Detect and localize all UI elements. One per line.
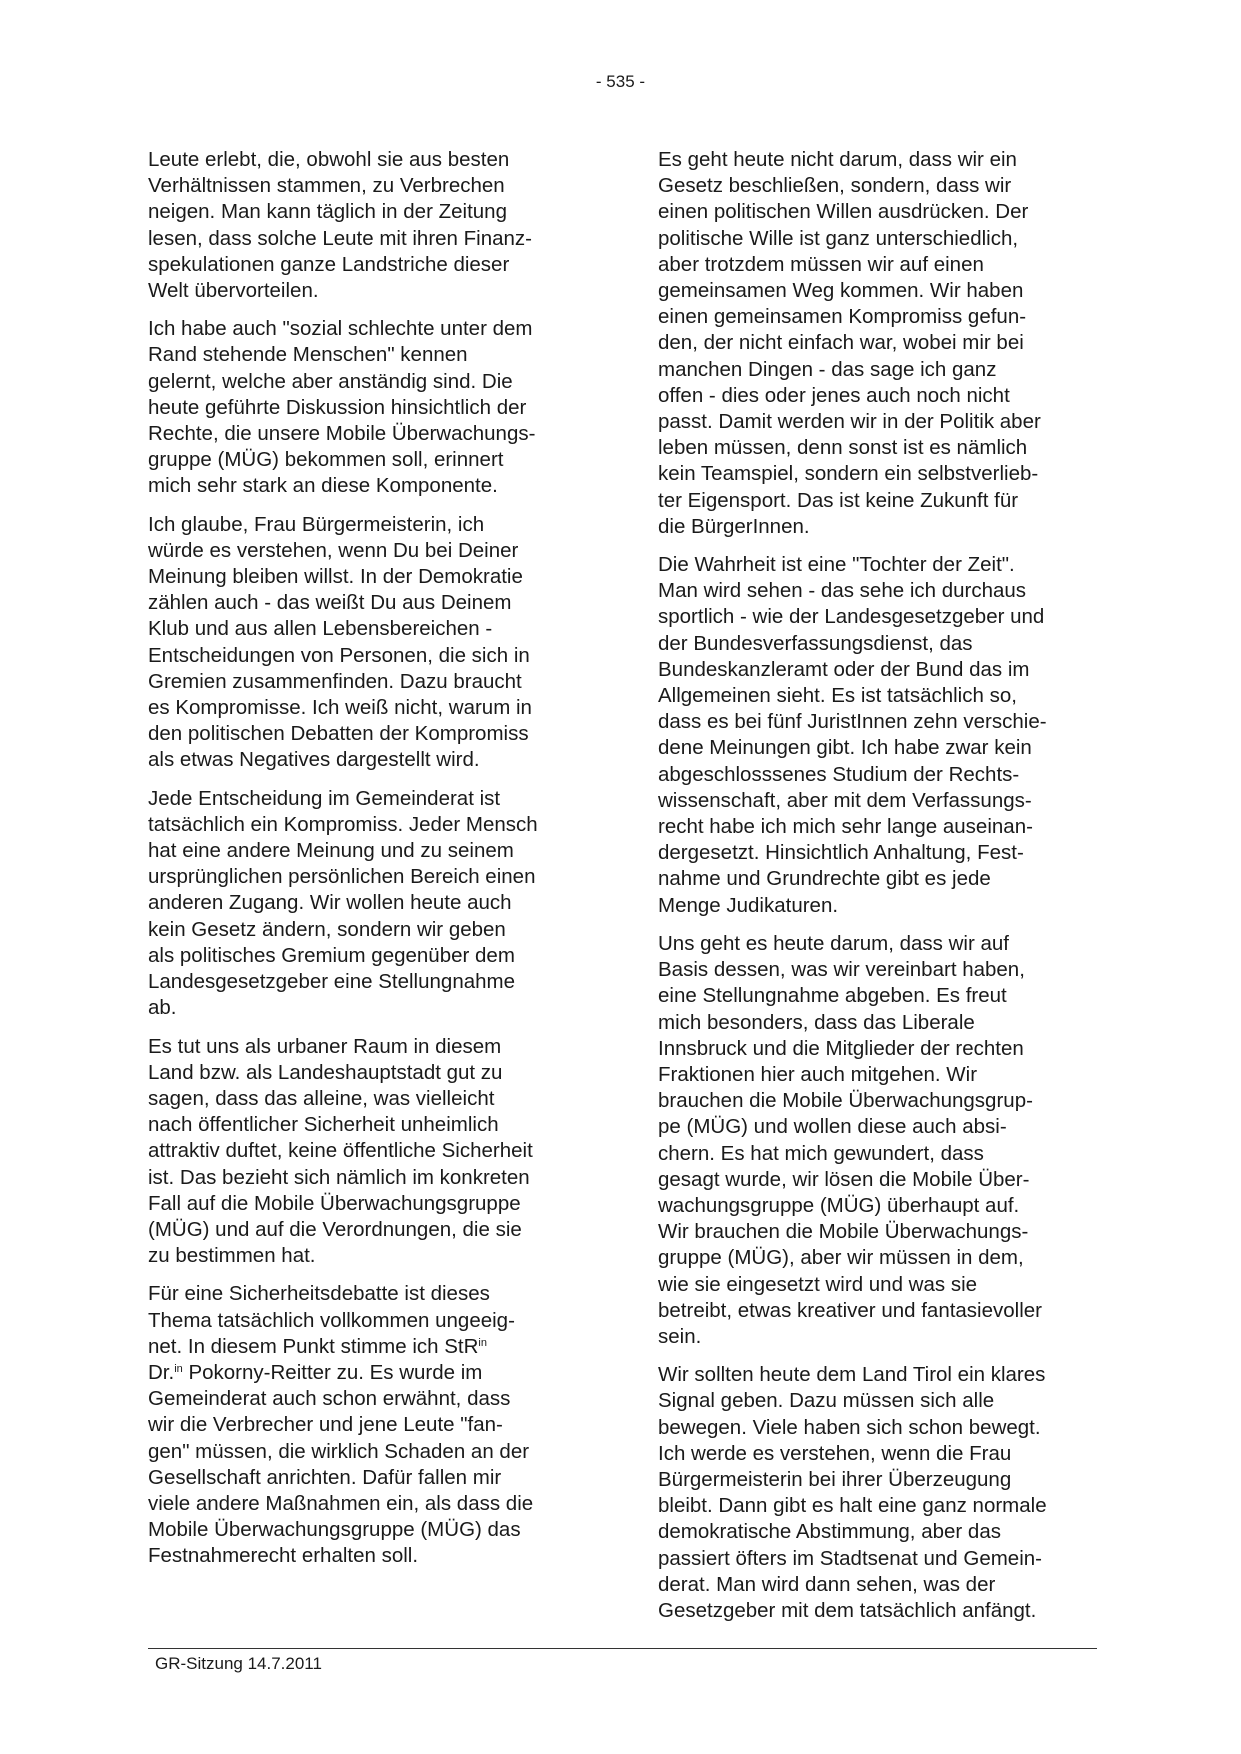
- text-line: derat. Man wird dann sehen, was der: [658, 1572, 996, 1596]
- text-line: als etwas Negatives dargestellt wird.: [148, 748, 480, 772]
- text-line: sportlich - wie der Landesgesetzgeber und: [658, 605, 1045, 629]
- text-segment: Pokorny-Reitter zu. Es wurde im: [182, 1360, 483, 1384]
- text-line: dene Meinungen gibt. Ich habe zwar kein: [658, 736, 1032, 760]
- text-line: Basis dessen, was wir vereinbart haben,: [658, 958, 1025, 982]
- paragraph: [148, 786, 588, 1022]
- text-line: Gesetzgeber mit dem tatsächlich anfängt.: [658, 1598, 1037, 1622]
- text-line: würde es verstehen, wenn Du bei Deiner: [148, 538, 519, 562]
- text-segment: net. In diesem Punkt stimme ich StR: [148, 1334, 479, 1358]
- text-line: Ich werde es verstehen, wenn die Frau: [658, 1441, 1012, 1465]
- footer-session-label: GR-Sitzung 14.7.2011: [155, 1654, 322, 1673]
- text-line: lesen, dass solche Leute mit ihren Finanz-: [148, 226, 533, 250]
- text-line: den politischen Debatten der Kompromiss: [148, 722, 529, 746]
- text-line: ursprünglichen persönlichen Bereich einen: [148, 865, 536, 889]
- paragraph: [658, 1362, 1098, 1624]
- text-line: tatsächlich ein Kompromiss. Jeder Mensch: [148, 812, 538, 836]
- text-line: politische Wille ist ganz unterschiedlich,: [658, 226, 1019, 250]
- text-line: Die Wahrheit ist eine "Tochter der Zeit".: [658, 553, 1015, 577]
- text-line: Festnahmerecht erhalten soll.: [148, 1544, 419, 1568]
- text-line: Allgemeinen sieht. Es ist tatsächlich so,: [658, 684, 1017, 708]
- text-line: Gemeinderat auch schon erwähnt, dass: [148, 1387, 511, 1411]
- text-line: Menge Judikaturen.: [658, 893, 839, 917]
- text-line: viele andere Maßnahmen ein, als dass die: [148, 1491, 534, 1515]
- text-line: [148, 1334, 588, 1360]
- text-line: heute geführte Diskussion hinsichtlich der: [148, 395, 527, 419]
- paragraph: [148, 147, 588, 304]
- text-line: Rand stehende Menschen" kennen: [148, 343, 468, 367]
- text-line: Bundeskanzleramt oder der Bund das im: [658, 657, 1030, 681]
- text-line: Verhältnissen stammen, zu Verbrechen: [148, 174, 505, 198]
- text-line: dergesetzt. Hinsichtlich Anhaltung, Fest-: [658, 841, 1024, 865]
- text-line: chern. Es hat mich gewundert, dass: [658, 1141, 984, 1165]
- text-line: Gesellschaft anrichten. Dafür fallen mir: [148, 1465, 502, 1489]
- text-line: ter Eigensport. Das ist keine Zukunft für: [658, 488, 1019, 512]
- text-line: wissenschaft, aber mit dem Verfassungs-: [658, 788, 1032, 812]
- text-line: als politisches Gremium gegenüber dem: [148, 943, 515, 967]
- text-line: Man wird sehen - das sehe ich durchaus: [658, 579, 1027, 603]
- text-line: Ich habe auch "sozial schlechte unter dem: [148, 317, 533, 341]
- text-line: Landesgesetzgeber eine Stellungnahme: [148, 970, 515, 994]
- text-line: mich besonders, dass das Liberale: [658, 1010, 975, 1034]
- text-line: Wir sollten heute dem Land Tirol ein klares: [658, 1363, 1046, 1387]
- text-line: aber trotzdem müssen wir auf einen: [658, 252, 984, 276]
- text-line: sein.: [658, 1324, 702, 1348]
- text-line: Gesetz beschließen, sondern, dass wir: [658, 174, 1012, 198]
- left-column: [148, 147, 588, 1582]
- text-line: Land bzw. als Landeshauptstadt gut zu: [148, 1060, 503, 1084]
- text-line: manchen Dingen - das sage ich ganz: [658, 357, 997, 381]
- text-line: betreibt, etwas kreativer und fantasievoller: [658, 1298, 1043, 1322]
- text-line: anderen Zugang. Wir wollen heute auch: [148, 891, 512, 915]
- text-line: demokratische Abstimmung, aber das: [658, 1520, 1001, 1544]
- paragraph: [148, 512, 588, 774]
- text-line: [148, 1360, 588, 1386]
- text-line: recht habe ich mich sehr lange auseinan-: [658, 815, 1033, 839]
- footer-divider: [148, 1648, 1097, 1649]
- text-line: Fall auf die Mobile Überwachungsgruppe: [148, 1191, 521, 1215]
- text-line: nach öffentlicher Sicherheit unheimlich: [148, 1113, 499, 1137]
- text-line: hat eine andere Meinung und zu seinem: [148, 839, 514, 863]
- text-line: leben müssen, denn sonst ist es nämlich: [658, 436, 1028, 460]
- text-line: pe (MÜG) und wollen diese auch absi-: [658, 1115, 1007, 1139]
- text-line: gen" müssen, die wirklich Schaden an der: [148, 1439, 530, 1463]
- page-number: - 535 -: [595, 72, 646, 91]
- text-line: gesagt wurde, wir lösen die Mobile Über-: [658, 1167, 1030, 1191]
- text-line: Jede Entscheidung im Gemeinderat ist: [148, 786, 501, 810]
- text-line: wie sie eingesetzt wird und was sie: [658, 1272, 978, 1296]
- text-line: brauchen die Mobile Überwachungsgrup-: [658, 1089, 1033, 1113]
- text-line: Für eine Sicherheitsdebatte ist dieses: [148, 1282, 490, 1306]
- paragraph: [658, 147, 1098, 540]
- text-line: passt. Damit werden wir in der Politik aber: [658, 410, 1041, 434]
- text-line: gemeinsamen Weg kommen. Wir haben: [658, 279, 1024, 303]
- text-line: zu bestimmen hat.: [148, 1244, 316, 1268]
- text-line: kein Teamspiel, sondern ein selbstverlieb-: [658, 462, 1039, 486]
- text-line: gruppe (MÜG), aber wir müssen in dem,: [658, 1246, 1024, 1270]
- text-line: Es tut uns als urbaner Raum in diesem: [148, 1034, 502, 1058]
- paragraph: [148, 1034, 588, 1270]
- text-line: spekulationen ganze Landstriche dieser: [148, 252, 510, 276]
- text-line: Thema tatsächlich vollkommen ungeeig-: [148, 1308, 515, 1332]
- text-line: nahme und Grundrechte gibt es jede: [658, 867, 991, 891]
- superscript: in: [174, 1362, 183, 1375]
- text-line: der Bundesverfassungsdienst, das: [658, 631, 973, 655]
- text-line: bleibt. Dann gibt es halt eine ganz normale: [658, 1494, 1047, 1518]
- paragraph: [658, 552, 1098, 919]
- text-line: ab.: [148, 996, 177, 1020]
- text-line: (MÜG) und auf die Verordnungen, die sie: [148, 1217, 522, 1241]
- text-line: bewegen. Viele haben sich schon bewegt.: [658, 1415, 1041, 1439]
- text-line: die BürgerInnen.: [658, 514, 810, 538]
- text-line: Rechte, die unsere Mobile Überwachungs-: [148, 422, 536, 446]
- text-line: attraktiv duftet, keine öffentliche Sicherheit: [148, 1139, 533, 1163]
- text-line: mich sehr stark an diese Komponente.: [148, 474, 498, 498]
- paragraph: [658, 931, 1098, 1350]
- text-line: Bürgermeisterin bei ihrer Überzeugung: [658, 1467, 1012, 1491]
- text-line: Meinung bleiben willst. In der Demokratie: [148, 565, 523, 589]
- text-line: Mobile Überwachungsgruppe (MÜG) das: [148, 1518, 521, 1542]
- text-line: Innsbruck und die Mitglieder der rechten: [658, 1036, 1024, 1060]
- text-line: es Kompromisse. Ich weiß nicht, warum in: [148, 696, 532, 720]
- text-line: Entscheidungen von Personen, die sich in: [148, 643, 530, 667]
- text-line: passiert öfters im Stadtsenat und Gemein-: [658, 1546, 1042, 1570]
- text-line: gelernt, welche aber anständig sind. Die: [148, 369, 513, 393]
- right-column: [658, 147, 1098, 1636]
- paragraph: [148, 316, 588, 499]
- text-line: Signal geben. Dazu müssen sich alle: [658, 1389, 995, 1413]
- paragraph: [148, 1281, 588, 1569]
- text-line: Klub und aus allen Lebensbereichen -: [148, 617, 493, 641]
- text-line: Uns geht es heute darum, dass wir auf: [658, 931, 1009, 955]
- text-line: Leute erlebt, die, obwohl sie aus besten: [148, 148, 510, 171]
- text-line: Wir brauchen die Mobile Überwachungs-: [658, 1220, 1029, 1244]
- text-line: sagen, dass das alleine, was vielleicht: [148, 1086, 495, 1110]
- text-line: Fraktionen hier auch mitgehen. Wir: [658, 1062, 978, 1086]
- text-line: neigen. Man kann täglich in der Zeitung: [148, 200, 507, 224]
- text-line: Ich glaube, Frau Bürgermeisterin, ich: [148, 512, 485, 536]
- text-line: kein Gesetz ändern, sondern wir geben: [148, 917, 506, 941]
- text-line: zählen auch - das weißt Du aus Deinem: [148, 591, 512, 615]
- text-line: wir die Verbrecher und jene Leute "fan-: [148, 1413, 503, 1437]
- text-line: einen politischen Willen ausdrücken. Der: [658, 200, 1029, 224]
- text-line: wachungsgruppe (MÜG) überhaupt auf.: [658, 1193, 1020, 1217]
- text-line: einen gemeinsamen Kompromiss gefun-: [658, 305, 1027, 329]
- text-line: abgeschlosssenes Studium der Rechts-: [658, 762, 1020, 786]
- text-line: ist. Das bezieht sich nämlich im konkreten: [148, 1165, 530, 1189]
- text-line: eine Stellungnahme abgeben. Es freut: [658, 984, 1007, 1008]
- text-line: gruppe (MÜG) bekommen soll, erinnert: [148, 448, 504, 472]
- text-line: den, der nicht einfach war, wobei mir bei: [658, 331, 1024, 355]
- text-segment: Dr.: [148, 1360, 175, 1384]
- text-line: Gremien zusammenfinden. Dazu braucht: [148, 669, 522, 693]
- text-line: Es geht heute nicht darum, dass wir ein: [658, 148, 1017, 171]
- text-line: Welt übervorteilen.: [148, 279, 319, 303]
- text-line: dass es bei fünf JuristInnen zehn verschie-: [658, 710, 1047, 734]
- superscript: in: [478, 1336, 487, 1349]
- text-line: offen - dies oder jenes auch noch nicht: [658, 383, 1010, 407]
